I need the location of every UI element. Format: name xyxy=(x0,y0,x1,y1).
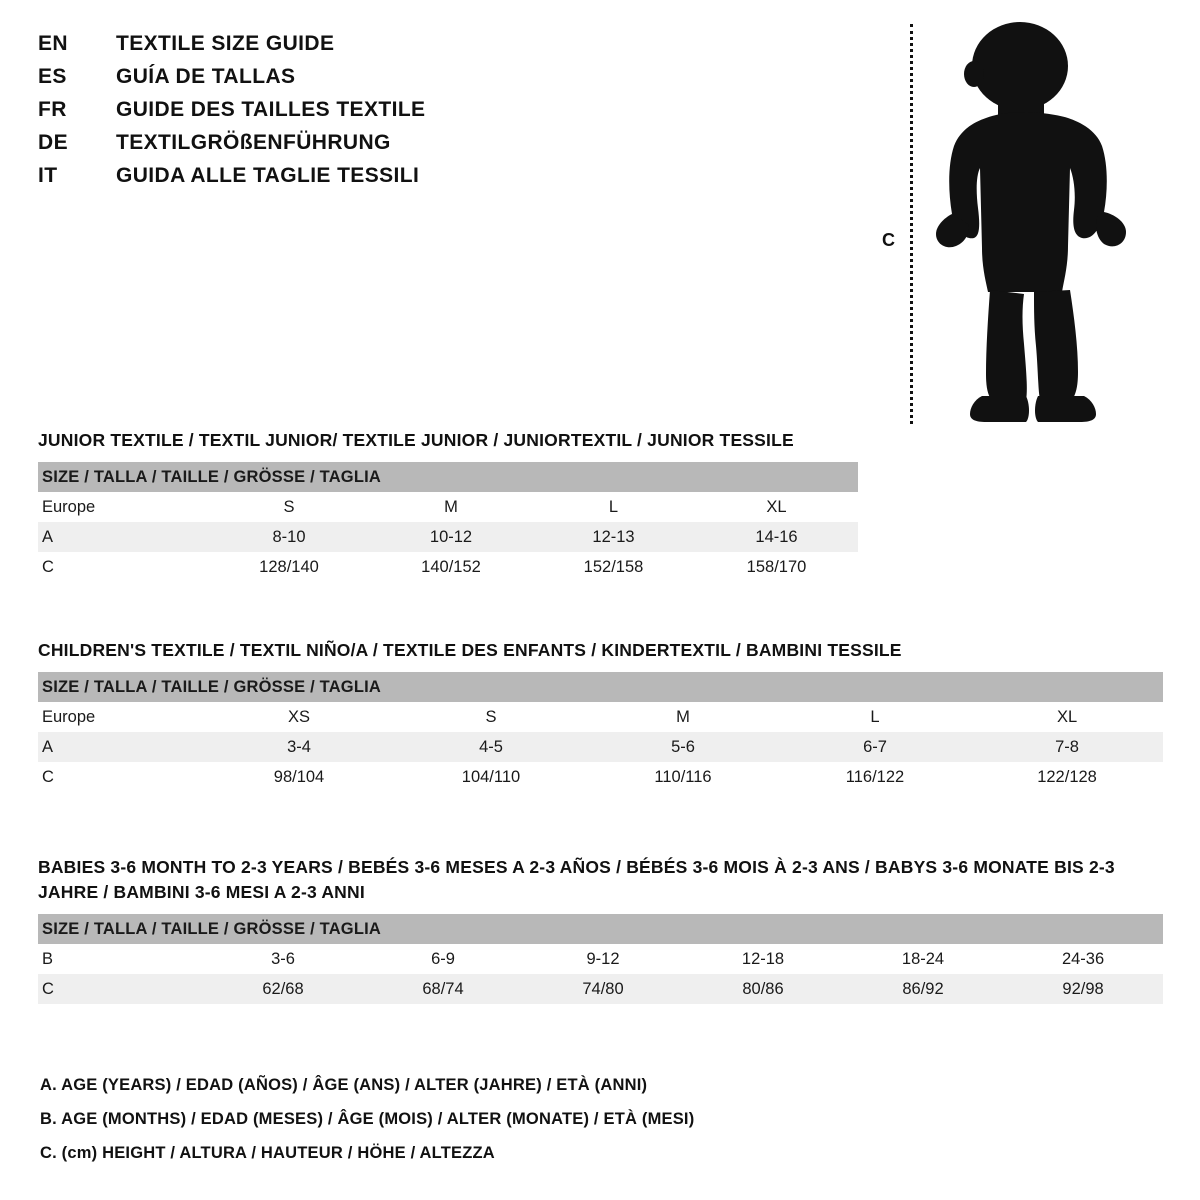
legend xyxy=(40,1068,694,1170)
language-code-de: DE xyxy=(38,131,68,154)
cell: 7-8 xyxy=(971,732,1163,762)
cell: 122/128 xyxy=(971,762,1163,792)
table-row xyxy=(38,974,1163,1004)
table-row xyxy=(38,492,858,522)
language-code-it: IT xyxy=(38,164,58,187)
row-label: A xyxy=(38,522,208,552)
cell: 8-10 xyxy=(208,522,370,552)
cell: S xyxy=(208,492,370,522)
cell: 10-12 xyxy=(370,522,532,552)
section-junior xyxy=(38,428,858,582)
language-code-en: EN xyxy=(38,32,68,55)
section-babies xyxy=(38,855,1163,1004)
cell: L xyxy=(532,492,695,522)
table-header-row xyxy=(38,462,858,492)
cell: 110/116 xyxy=(587,762,779,792)
cell: 12-18 xyxy=(683,944,843,974)
cell: 98/104 xyxy=(203,762,395,792)
table-row xyxy=(38,552,858,582)
cell: 6-9 xyxy=(363,944,523,974)
cell: 92/98 xyxy=(1003,974,1163,1004)
table-header-row xyxy=(38,914,1163,944)
cell: 152/158 xyxy=(532,552,695,582)
cell: 9-12 xyxy=(523,944,683,974)
row-label: B xyxy=(38,944,203,974)
cell: 104/110 xyxy=(395,762,587,792)
cell: 5-6 xyxy=(587,732,779,762)
legend-item-a: A. AGE (YEARS) / EDAD (AÑOS) / ÂGE (ANS) / ALTER (JAHRE) / ETÀ (ANNI) xyxy=(40,1076,648,1094)
table-header-row xyxy=(38,672,1163,702)
dimension-line xyxy=(910,24,913,424)
junior-size-table xyxy=(38,462,858,582)
section-title-junior: JUNIOR TEXTILE / TEXTIL JUNIOR/ TEXTILE JUNIOR / JUNIORTEXTIL / JUNIOR TESSILE xyxy=(38,430,794,450)
cell: 4-5 xyxy=(395,732,587,762)
header-row-it xyxy=(38,164,558,197)
babies-size-table xyxy=(38,914,1163,1004)
cell: 24-36 xyxy=(1003,944,1163,974)
language-header xyxy=(38,32,558,197)
cell: 12-13 xyxy=(532,522,695,552)
cell: 158/170 xyxy=(695,552,858,582)
table-row xyxy=(38,522,858,552)
cell: XS xyxy=(203,702,395,732)
cell: 14-16 xyxy=(695,522,858,552)
row-label: Europe xyxy=(38,702,203,732)
header-row-es xyxy=(38,65,558,98)
header-title-fr: GUIDE DES TAILLES TEXTILE xyxy=(116,98,426,121)
cell: 128/140 xyxy=(208,552,370,582)
cell: 6-7 xyxy=(779,732,971,762)
header-title-en: TEXTILE SIZE GUIDE xyxy=(116,32,335,55)
cell: 62/68 xyxy=(203,974,363,1004)
cell: 80/86 xyxy=(683,974,843,1004)
row-label: C xyxy=(38,974,203,1004)
section-title-babies: BABIES 3-6 MONTH TO 2-3 YEARS / BEBÉS 3-6 MESES A 2-3 AÑOS / BÉBÉS 3-6 MOIS À 2-3 ANS / BABYS 3-6 MONATE BIS 2-3 JAHRE / BAMBINI 3-6 MESI A 2-3 ANNI xyxy=(38,857,1115,902)
header-row-fr xyxy=(38,98,558,131)
dimension-label-c: C xyxy=(882,230,895,250)
table-row xyxy=(38,762,1163,792)
child-silhouette-icon xyxy=(930,18,1140,428)
table-row xyxy=(38,702,1163,732)
cell: 68/74 xyxy=(363,974,523,1004)
header-row-de xyxy=(38,131,558,164)
cell: XL xyxy=(971,702,1163,732)
cell: 3-4 xyxy=(203,732,395,762)
cell: L xyxy=(779,702,971,732)
junior-size-header: SIZE / TALLA / TAILLE / GRÖSSE / TAGLIA xyxy=(38,462,858,492)
cell: M xyxy=(587,702,779,732)
header-title-es: GUÍA DE TALLAS xyxy=(116,65,296,88)
cell: 140/152 xyxy=(370,552,532,582)
language-code-es: ES xyxy=(38,65,67,88)
cell: 18-24 xyxy=(843,944,1003,974)
language-code-fr: FR xyxy=(38,98,67,121)
section-children xyxy=(38,638,1163,792)
row-label: C xyxy=(38,552,208,582)
section-title-children: CHILDREN'S TEXTILE / TEXTIL NIÑO/A / TEXTILE DES ENFANTS / KINDERTEXTIL / BAMBINI TESSILE xyxy=(38,640,902,660)
row-label: A xyxy=(38,732,203,762)
babies-size-header: SIZE / TALLA / TAILLE / GRÖSSE / TAGLIA xyxy=(38,914,1163,944)
children-size-table xyxy=(38,672,1163,792)
row-label: Europe xyxy=(38,492,208,522)
cell: S xyxy=(395,702,587,732)
legend-item-c: C. (cm) HEIGHT / ALTURA / HAUTEUR / HÖHE / ALTEZZA xyxy=(40,1144,495,1162)
cell: 74/80 xyxy=(523,974,683,1004)
children-size-header: SIZE / TALLA / TAILLE / GRÖSSE / TAGLIA xyxy=(38,672,1163,702)
header-title-de: TEXTILGRÖßENFÜHRUNG xyxy=(116,131,391,154)
cell: M xyxy=(370,492,532,522)
row-label: C xyxy=(38,762,203,792)
table-row xyxy=(38,944,1163,974)
cell: 116/122 xyxy=(779,762,971,792)
height-measurement-figure xyxy=(882,10,1142,430)
cell: 3-6 xyxy=(203,944,363,974)
table-row xyxy=(38,732,1163,762)
header-title-it: GUIDA ALLE TAGLIE TESSILI xyxy=(116,164,420,187)
header-row-en xyxy=(38,32,558,65)
legend-item-b: B. AGE (MONTHS) / EDAD (MESES) / ÂGE (MOIS) / ALTER (MONATE) / ETÀ (MESI) xyxy=(40,1110,695,1128)
cell: 86/92 xyxy=(843,974,1003,1004)
cell: XL xyxy=(695,492,858,522)
